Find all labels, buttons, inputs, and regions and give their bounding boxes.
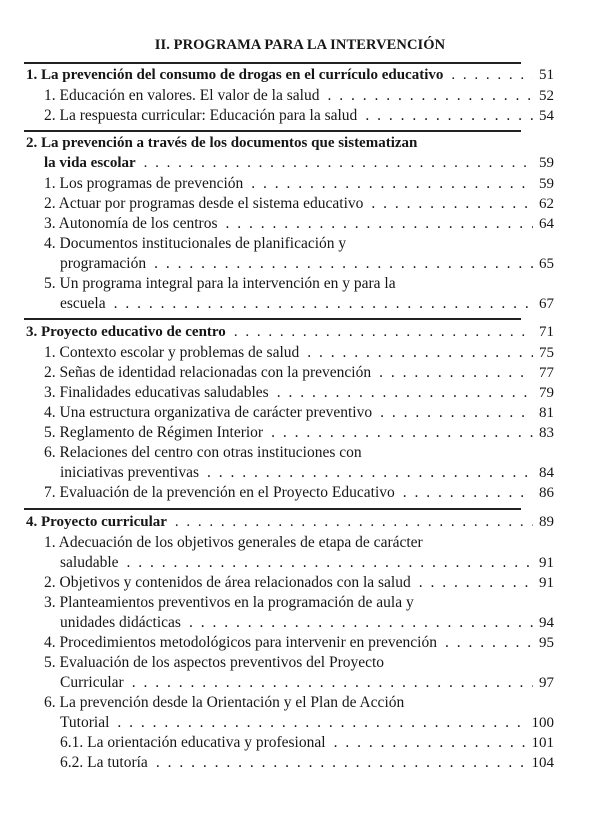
toc-entry: 7. Evaluación de la prevención en el Proyecto Educativo . . . 86 <box>44 483 554 503</box>
page-number: 64 <box>539 216 554 232</box>
dot-leader <box>334 733 526 752</box>
dot-leader <box>156 753 526 772</box>
dot-leader <box>154 254 533 273</box>
page-number: 84 <box>539 465 554 481</box>
toc-subentry: 6.2. La tutoría . . . 104 <box>60 753 554 773</box>
dot-leader <box>117 713 525 732</box>
toc-entry-cont: Curricular . . . 97 <box>60 673 554 693</box>
dot-leader <box>379 363 533 382</box>
dot-leader <box>271 423 533 442</box>
toc-section-heading-cont: la vida escolar . . . 59 <box>44 154 554 173</box>
page-number: 65 <box>539 256 554 272</box>
dot-leader <box>380 403 533 422</box>
dot-leader <box>371 194 533 213</box>
section-divider <box>24 318 521 320</box>
toc-entry: 4. Una estructura organizativa de carácter preventivo . . . 81 <box>44 403 554 423</box>
dot-leader <box>207 463 533 482</box>
toc-entry-cont: programación . . . 65 <box>60 254 554 274</box>
page-number: 59 <box>539 155 554 171</box>
dot-leader <box>189 613 533 632</box>
toc-entry: 4. Documentos institucionales de planificación y <box>44 235 347 252</box>
dot-leader <box>403 483 533 502</box>
toc-entry: 2. La respuesta curricular: Educación para la salud . . . 54 <box>44 106 554 126</box>
toc-entry: 1. Educación en valores. El valor de la salud . . . 52 <box>44 86 554 106</box>
page-number: 97 <box>539 675 554 691</box>
dot-leader <box>307 343 533 362</box>
toc-entry: 2. Actuar por programas desde el sistema educativo . . . 62 <box>44 194 554 214</box>
toc-entry: 1. Adecuación de los objetivos generales de etapa de carácter <box>44 534 423 551</box>
dot-leader <box>451 66 533 85</box>
dot-leader <box>234 323 533 342</box>
toc-entry-cont: saludable . . . 91 <box>60 553 554 573</box>
dot-leader <box>132 673 533 692</box>
page-number: 95 <box>539 635 554 651</box>
page-number: 100 <box>531 715 554 731</box>
page-number: 51 <box>539 67 554 83</box>
page-number: 67 <box>539 296 554 312</box>
toc-entry: 6. La prevención desde la Orientación y el Plan de Acción <box>44 694 405 711</box>
dot-leader <box>251 174 533 193</box>
dot-leader <box>127 553 533 572</box>
toc-subentry: 6.1. La orientación educativa y profesional . . . 101 <box>60 733 554 753</box>
dot-leader <box>144 154 533 173</box>
toc-title: II. PROGRAMA PARA LA INTERVENCIÓN <box>154 37 446 53</box>
dot-leader <box>226 214 534 233</box>
page-number: 54 <box>539 108 554 124</box>
toc-entry: 2. Señas de identidad relacionadas con la prevención . . . 77 <box>44 363 554 383</box>
page-number: 83 <box>539 425 554 441</box>
dot-leader <box>445 633 533 652</box>
page-number: 104 <box>531 755 554 771</box>
toc-entry: 1. Contexto escolar y problemas de salud . . . 75 <box>44 343 554 363</box>
page-number: 89 <box>539 514 554 530</box>
page-number: 91 <box>539 555 554 571</box>
dot-leader <box>277 383 533 402</box>
section-divider <box>24 62 521 64</box>
toc-section-heading: 4. Proyecto curricular . . . 89 <box>26 513 554 532</box>
dot-leader <box>175 513 533 532</box>
toc-entry-cont: escuela . . . 67 <box>60 294 554 314</box>
page-number: 81 <box>539 405 554 421</box>
toc-section-heading: 2. La prevención a través de los documentos que sistematizan <box>26 135 418 151</box>
section-divider <box>24 508 521 510</box>
page-number: 71 <box>539 324 554 340</box>
page-number: 91 <box>539 575 554 591</box>
toc-section-heading: 3. Proyecto educativo de centro . . . 71 <box>26 323 554 342</box>
toc-entry: 2. Objetivos y contenidos de área relacionados con la salud . . . 91 <box>44 573 554 593</box>
toc-entry: 5. Evaluación de los aspectos preventivos del Proyecto <box>44 654 385 671</box>
dot-leader <box>114 294 533 313</box>
page-number: 94 <box>539 615 554 631</box>
toc-entry-cont: Tutorial . . . 100 <box>60 713 554 733</box>
toc-entry: 3. Planteamientos preventivos en la programación de aula y <box>44 594 414 611</box>
dot-leader <box>327 86 533 105</box>
page-number: 62 <box>539 196 554 212</box>
page-number: 101 <box>531 735 554 751</box>
page-number: 77 <box>539 365 554 381</box>
toc-entry: 4. Procedimientos metodológicos para intervenir en prevención . . . 95 <box>44 633 554 653</box>
page-number: 59 <box>539 176 554 192</box>
toc-entry: 3. Autonomía de los centros . . . 64 <box>44 214 554 234</box>
toc-entry: 5. Reglamento de Régimen Interior . . . 83 <box>44 423 554 443</box>
page-number: 86 <box>539 485 554 501</box>
toc-entry: 5. Un programa integral para la intervención en y para la <box>44 275 396 292</box>
page-number: 79 <box>539 385 554 401</box>
dot-leader <box>419 573 533 592</box>
dot-leader <box>365 106 533 125</box>
toc-entry-cont: iniciativas preventivas . . . 84 <box>60 463 554 483</box>
section-divider <box>24 130 521 132</box>
toc-section-heading: 1. La prevención del consumo de drogas en el currículo educativo . . . 51 <box>26 66 554 85</box>
page-number: 75 <box>539 345 554 361</box>
toc-entry-cont: unidades didácticas . . . 94 <box>60 613 554 633</box>
toc-entry: 6. Relaciones del centro con otras instituciones con <box>44 444 362 461</box>
toc-entry: 1. Los programas de prevención . . . 59 <box>44 174 554 194</box>
page-number: 52 <box>539 88 554 104</box>
toc-entry: 3. Finalidades educativas saludables . . . 79 <box>44 383 554 403</box>
